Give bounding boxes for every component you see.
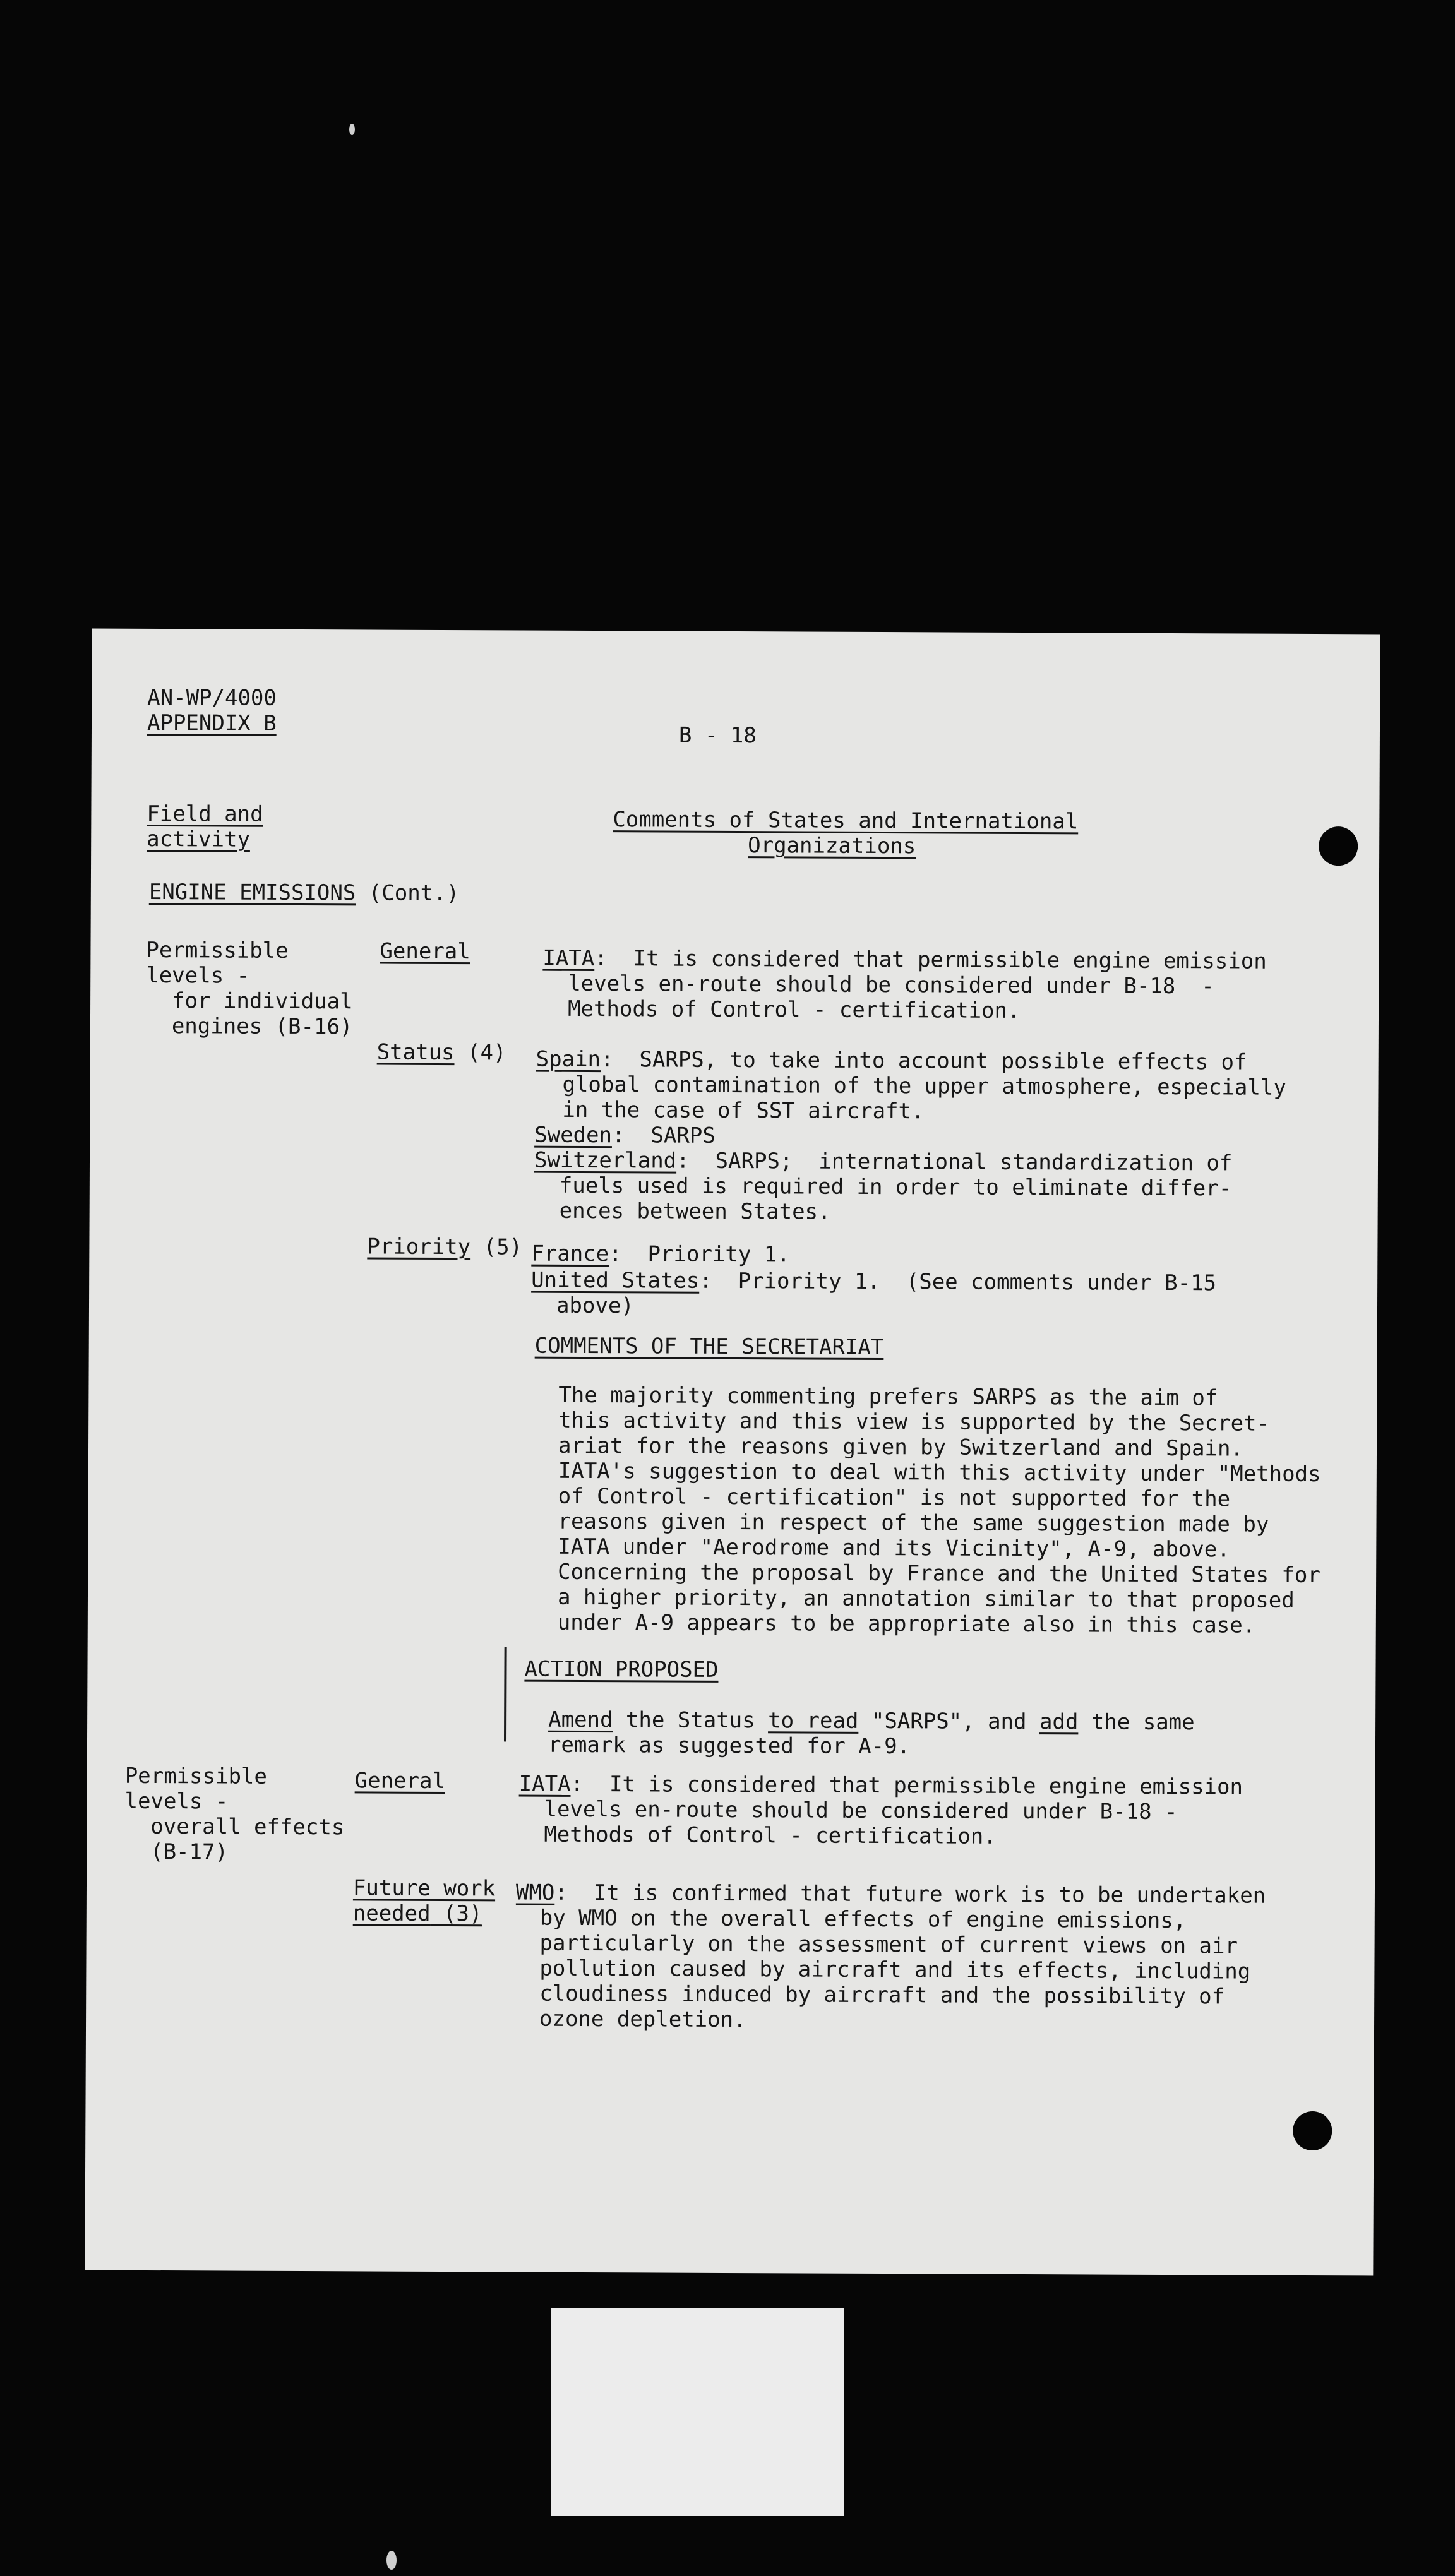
comments-column-heading: Comments of States and International (613, 807, 1079, 835)
switzerland-comment-line3: ences between States. (559, 1198, 831, 1225)
section-title-cont: (Cont.) (356, 880, 460, 907)
secretariat-line: this activity and this view is supported by the Secret- (558, 1407, 1270, 1436)
united-states-comment-line2: above) (556, 1292, 634, 1319)
comment-text: : SARPS, to take into account possible effects of (600, 1047, 1247, 1075)
action-text-part: the Status (613, 1707, 769, 1734)
add-word: add (1039, 1709, 1079, 1735)
org-name: IATA (518, 1771, 571, 1797)
page-number: B - 18 (678, 722, 757, 749)
secretariat-line: Concerning the proposal by France and the United States for (558, 1559, 1320, 1589)
org-name: WMO (515, 1880, 555, 1905)
spain-comment-line2: global contamination of the upper atmosphere, especially (562, 1071, 1286, 1100)
action-text-part: "SARPS", and (858, 1708, 1040, 1735)
action-text-part: the same (1078, 1709, 1195, 1736)
spain-comment-line3: in the case of SST aircraft. (562, 1097, 925, 1124)
field-column-heading: Field and (147, 801, 263, 827)
to-read-words: to read (768, 1708, 859, 1734)
secretariat-line: a higher priority, an annotation similar to that proposed (557, 1584, 1295, 1613)
secretariat-line: reasons given in respect of the same suggestion made by (558, 1508, 1269, 1537)
secretariat-line: of Control - certification" is not supported for the (558, 1483, 1231, 1512)
iata-comment (519, 1772, 1243, 1799)
action-heading: ACTION PROPOSED (524, 1656, 719, 1683)
future-work-label: Future work (352, 1875, 496, 1902)
comment-text: : It is considered that permissible engine emission (594, 946, 1267, 974)
iata-comment (542, 946, 1266, 974)
comment-text: : Priority 1. (See comments under B-15 (699, 1268, 1217, 1296)
switzerland-comment-line2: fuels used is required in order to eliminate differ- (559, 1172, 1232, 1202)
secretariat-line: IATA under "Aerodrome and its Vicinity", A-9, above. (558, 1534, 1230, 1563)
sweden-comment (534, 1123, 716, 1148)
scan-speck (386, 2551, 397, 2570)
iata-comment-line2: levels en-route should be considered under B-18 - (568, 970, 1214, 999)
future-work-number: (3) (430, 1900, 482, 1927)
united-states-comment (531, 1268, 1216, 1296)
switzerland-comment (534, 1148, 1233, 1176)
comment-text: : Priority 1. (609, 1241, 790, 1268)
secretariat-line: The majority commenting prefers SARPS as the aim of (558, 1382, 1218, 1411)
france-comment (531, 1242, 790, 1267)
org-name: Switzerland (534, 1147, 677, 1174)
status-number: (4) (454, 1040, 506, 1066)
field-b16-line: levels - (146, 962, 250, 989)
section-title-text: ENGINE EMISSIONS (148, 879, 356, 906)
iata-comment-line3: Methods of Control - certification. (567, 996, 1021, 1023)
iata-comment-line2: levels en-route should be considered under B-18 - (544, 1796, 1178, 1825)
wmo-comment-line: cloudiness induced by aircraft and the possibility of (539, 1981, 1225, 2010)
field-column-heading-line2: activity (147, 826, 251, 852)
amend-word: Amend (548, 1707, 613, 1733)
status-label (377, 1041, 506, 1065)
wmo-comment-line: by WMO on the overall effects of engine emissions, (539, 1905, 1187, 1934)
comment-text: : It is considered that permissible engine emission (570, 1771, 1243, 1800)
iata-comment-line3: Methods of Control - certification. (544, 1822, 997, 1849)
wmo-comment-line: ozone depletion. (539, 2006, 746, 2033)
secretariat-line: IATA's suggestion to deal with this activity under "Methods (558, 1458, 1321, 1488)
field-b16-line: Permissible (146, 937, 289, 963)
priority-number: (5) (470, 1234, 523, 1260)
comment-text: : SARPS; international standardization of (676, 1148, 1233, 1176)
wmo-comment-line: pollution caused by aircraft and its effects, including (539, 1955, 1251, 1984)
org-name: IATA (542, 945, 595, 972)
general-label: General (354, 1768, 446, 1794)
action-text (548, 1708, 1195, 1734)
scan-speck (349, 124, 355, 135)
comment-text: : SARPS (611, 1123, 716, 1148)
section-title (149, 880, 459, 905)
field-b17-line: levels - (124, 1788, 229, 1815)
org-name: Spain (536, 1046, 601, 1073)
spain-comment (536, 1047, 1247, 1075)
general-label: General (380, 938, 470, 965)
field-b17-line: (B-17) (124, 1839, 229, 1865)
org-name: France (531, 1241, 609, 1267)
field-b16-line: for individual (146, 987, 353, 1015)
field-b17-line: overall effects (124, 1813, 345, 1840)
appendix-label: APPENDIX B (147, 710, 277, 736)
priority-label (367, 1234, 522, 1259)
margin-bar (504, 1647, 507, 1741)
org-name: Sweden (534, 1122, 613, 1148)
comments-column-heading-line2: Organizations (748, 833, 916, 859)
future-work-needed: needed (352, 1900, 431, 1926)
status-label-text: Status (376, 1039, 455, 1066)
future-work-label-line2 (353, 1901, 482, 1926)
blank-card (551, 2308, 844, 2516)
secretariat-line: ariat for the reasons given by Switzerland and Spain. (558, 1433, 1244, 1462)
punch-hole (1319, 826, 1358, 866)
field-b16-line: engines (B-16) (145, 1013, 353, 1040)
wmo-comment-line: particularly on the assessment of current views on air (539, 1930, 1238, 1959)
field-b17-line: Permissible (124, 1763, 268, 1789)
secretariat-heading: COMMENTS OF THE SECRETARIAT (534, 1333, 884, 1361)
org-name: United States (531, 1267, 700, 1294)
secretariat-line: under A-9 appears to be appropriate also in this case. (557, 1609, 1256, 1638)
comment-text: : It is confirmed that future work is to be undertaken (554, 1880, 1266, 1909)
punch-hole (1293, 2111, 1332, 2150)
wmo-comment (516, 1881, 1266, 1908)
priority-label-text: Priority (367, 1234, 471, 1260)
document-reference: AN-WP/4000 (147, 684, 277, 711)
document-page (85, 629, 1380, 2276)
action-text-line2: remark as suggested for A-9. (548, 1732, 911, 1760)
